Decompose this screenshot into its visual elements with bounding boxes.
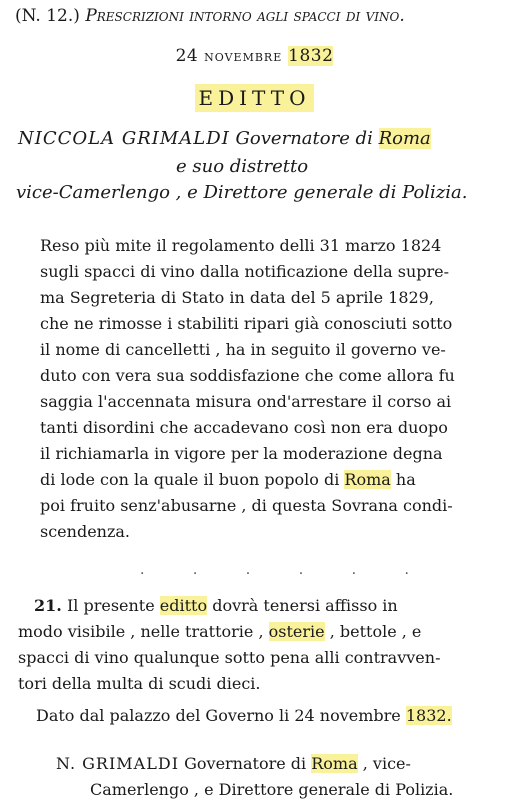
article-line-2: [18, 622, 421, 641]
article-line-3: spacci di vino qualunque sotto pena alli contravven-: [18, 648, 441, 667]
given-at-line: [36, 706, 452, 725]
article-text: , bettole , e: [329, 622, 422, 641]
body-line: saggia l'accennata misura ond'arrestare il corso ai: [40, 392, 452, 411]
body-line: tanti disordini che accadevano così non era duopo: [40, 418, 448, 437]
article-number: 21.: [34, 596, 62, 615]
article-text: modo visibile , nelle trattorie ,: [18, 622, 264, 641]
signature-title: Governatore di: [184, 754, 307, 773]
governor-line-2: e suo distretto: [176, 156, 309, 177]
article-text: dovrà tenersi affisso in: [212, 596, 398, 615]
signature-title-cont: , vice-: [362, 754, 411, 773]
edict-highlight: editto: [159, 596, 208, 615]
body-line: scendenza.: [40, 522, 131, 541]
omission-dots: . . . . . .: [140, 562, 431, 578]
body-line: duto con vera sua soddisfazione che come allora fu: [40, 366, 455, 385]
document-number: (N. 12.): [15, 6, 80, 26]
edict-heading: [0, 86, 509, 110]
document-header: [15, 6, 405, 26]
governor-city: Roma: [378, 128, 431, 149]
body-line: Reso più mite il regolamento delli 31 marzo 1824: [40, 236, 442, 255]
signature-name: N. GRIMALDI: [56, 754, 180, 773]
article-text: Il presente: [66, 596, 155, 615]
signature-city: Roma: [311, 754, 358, 773]
governor-line-3: vice-Camerlengo , e Direttore generale di Polizia.: [16, 182, 468, 203]
signature-line-1: [56, 754, 411, 773]
date-day: 24: [175, 46, 199, 66]
body-line: ma Segreteria di Stato in data del 5 aprile 1829,: [40, 288, 434, 307]
governor-name: NICCOLA GRIMALDI: [18, 128, 230, 149]
body-line: il nome di cancelletti , ha in seguito il governo ve-: [40, 340, 446, 359]
governor-line-1: [18, 128, 431, 149]
body-line-text: ha: [395, 470, 416, 489]
city-highlight: Roma: [344, 470, 391, 489]
given-at-text: Dato dal palazzo del Governo li 24 novembre: [36, 706, 401, 725]
osterie-highlight: osterie: [268, 622, 325, 641]
body-line: poi fruito senz'abusarne , di questa Sovrana condi-: [40, 496, 453, 515]
article-line-1: [34, 596, 398, 615]
body-line: [40, 470, 416, 489]
date-month: NOVEMBRE: [204, 51, 283, 64]
date-year: 1832: [288, 46, 334, 66]
body-line-text: di lode con la quale il buon popolo di: [40, 470, 340, 489]
given-at-year: 1832.: [405, 706, 452, 725]
governor-title: Governatore di: [235, 128, 373, 149]
body-line: che ne rimosse i stabiliti ripari già conosciuti sotto: [40, 314, 453, 333]
article-line-4: tori della multa di scudi dieci.: [18, 674, 261, 693]
signature-line-2: Camerlengo , e Direttore generale di Polizia.: [90, 780, 454, 799]
document-date: [0, 46, 509, 66]
edict-heading-text: EDITTO: [195, 84, 315, 112]
body-line: il richiamarla in vigore per la moderazione degna: [40, 444, 443, 463]
document-title: Prescrizioni intorno agli spacci di vino.: [85, 6, 405, 26]
body-line: sugli spacci di vino dalla notificazione della supre-: [40, 262, 450, 281]
